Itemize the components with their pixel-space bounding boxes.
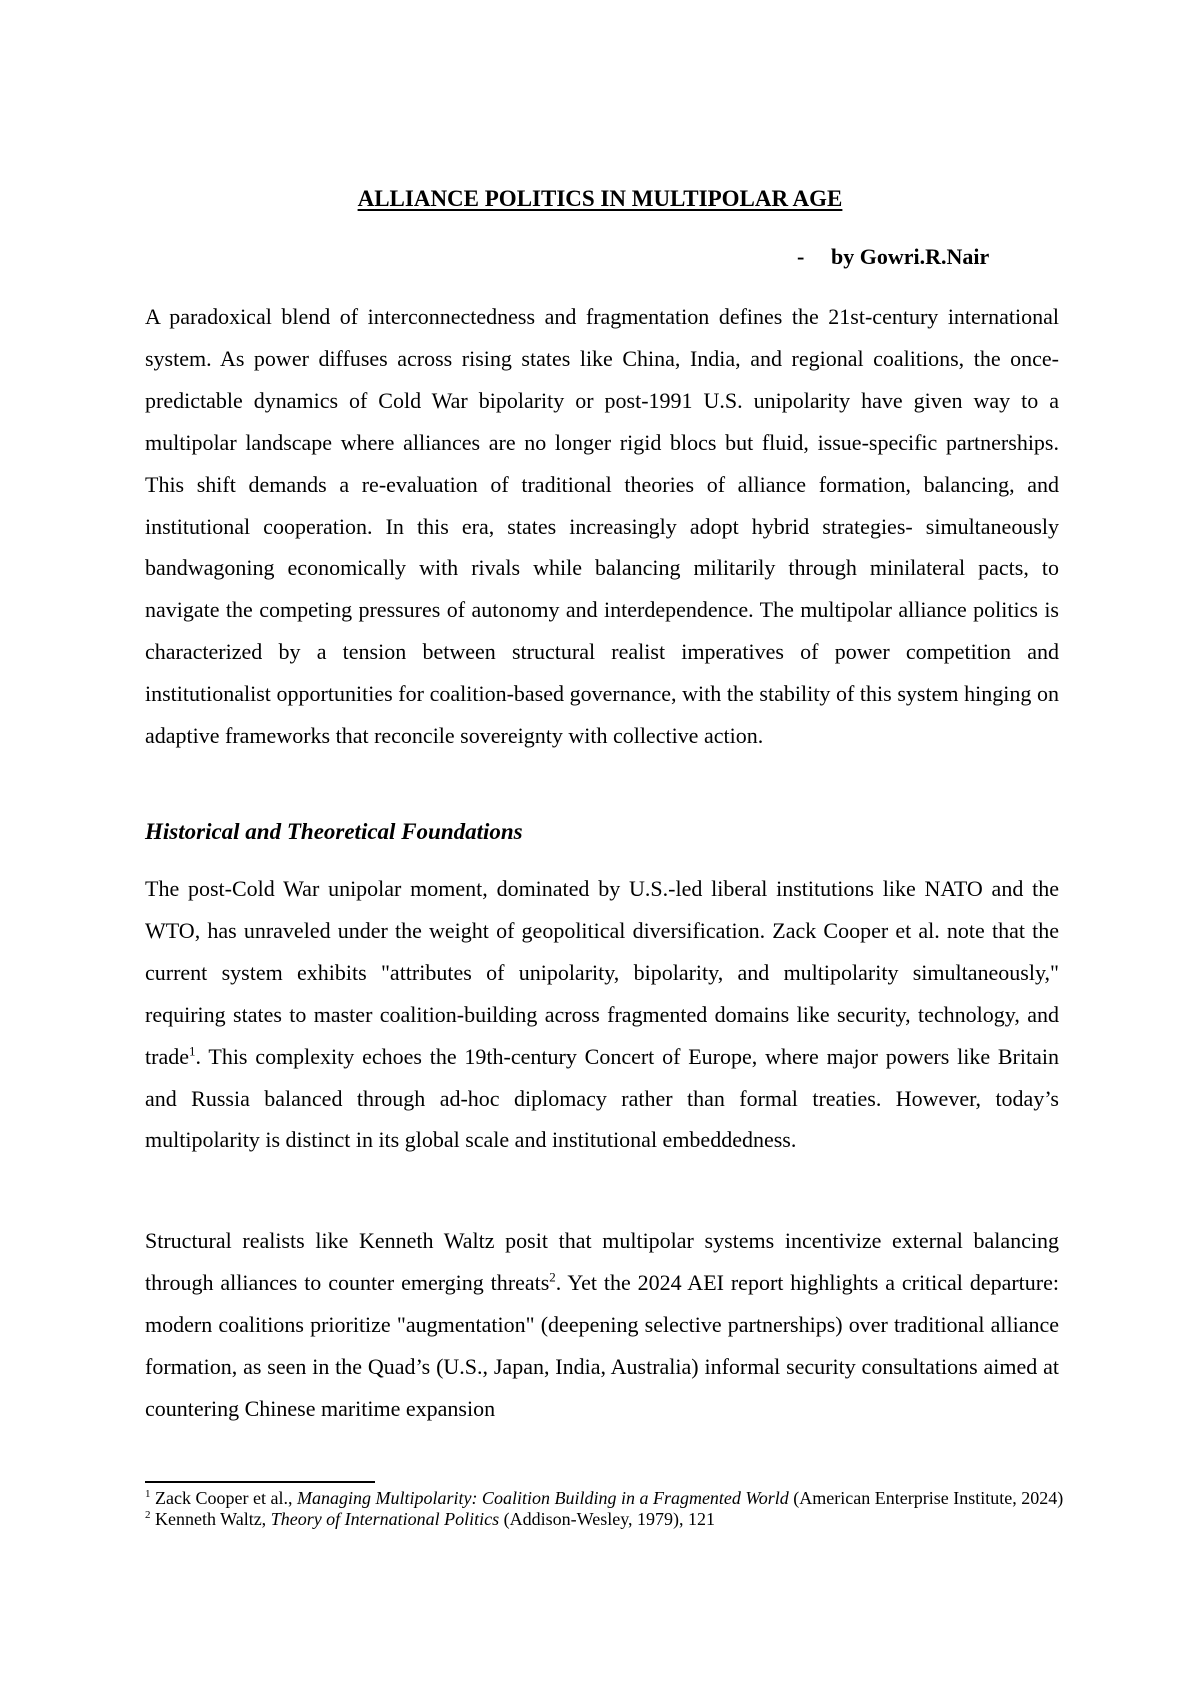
- footnote-2: [145, 1509, 1065, 1530]
- byline-author: by Gowri.R.Nair: [831, 244, 990, 269]
- section-paragraph-1-text-a: The post-Cold War unipolar moment, dominated by U.S.-led liberal institutions like NATO and the WTO, has unraveled under the weight of geopolitical diversification. Zack Cooper et al. note that the current system exhibits "attributes of unipolarity, bipolarity, and multipolarity simultaneously," requiring states to master coalition-building across fragmented domains like security, technology, and trade: [145, 876, 1059, 1069]
- document-title: ALLIANCE POLITICS IN MULTIPOLAR AGE: [357, 186, 843, 211]
- footnote-work: Theory of International Politics: [270, 1509, 500, 1529]
- footnotes: [145, 1488, 1065, 1530]
- section-paragraph-2-text-a: Structural realists like Kenneth Waltz posit that multipolar systems incentivize external balancing through alliances to counter emerging threats: [145, 1228, 1059, 1295]
- section-heading: Historical and Theoretical Foundations: [145, 819, 523, 844]
- section-paragraph-1-text-b: . This complexity echoes the 19th-century Concert of Europe, where major powers like Britain and Russia balanced through ad-hoc diplomacy rather than formal treaties. However, today’s multipolarity is distinct in its global scale and institutional embeddedness.: [145, 1043, 1059, 1153]
- footnote-number: 1: [145, 1488, 151, 1500]
- section-paragraph-2-text-b: . Yet the 2024 AEI report highlights a critical departure: modern coalitions prioritize "augmentation" (deepening selective partnerships) over traditional alliance formation, as seen in the Quad’s (U.S., Japan, India, Australia) informal security consultations aimed at countering Chinese maritime expansion: [145, 1269, 1059, 1421]
- footnote-details: (American Enterprise Institute, 2024): [788, 1488, 1064, 1508]
- footnote-divider: [145, 1481, 375, 1483]
- intro-paragraph: A paradoxical blend of interconnectedness and fragmentation defines the 21st-century international system. As power diffuses across rising states like China, India, and regional coalitions, the once-predictable dynamics of Cold War bipolarity or post-1991 U.S. unipolarity have given way to a multipolar landscape where alliances are no longer rigid blocs but fluid, issue-specific partnerships. This shift demands a re-evaluation of traditional theories of alliance formation, balancing, and institutional cooperation. In this era, states increasingly adopt hybrid strategies- simultaneously bandwagoning economically with rivals while balancing militarily through minilateral pacts, to navigate the competing pressures of autonomy and interdependence. The multipolar alliance politics is characterized by a tension between structural realist imperatives of power competition and institutionalist opportunities for coalition-based governance, with the stability of this system hinging on adaptive frameworks that reconcile sovereignty with collective action.: [145, 304, 1059, 749]
- footnote-number: 2: [145, 1509, 151, 1521]
- footnote-details: (Addison-Wesley, 1979), 121: [499, 1509, 716, 1529]
- author-byline: [797, 244, 989, 270]
- section-paragraph-1: [145, 868, 1059, 1161]
- footnote-author: Kenneth Waltz,: [155, 1509, 271, 1529]
- footnote-work: Managing Multipolarity: Coalition Building in a Fragmented World: [296, 1488, 789, 1508]
- footnote-ref-1: 1: [188, 1043, 196, 1059]
- byline-dash: -: [797, 244, 805, 269]
- footnote-1: [145, 1488, 1065, 1509]
- footnote-author: Zack Cooper et al.,: [155, 1488, 297, 1508]
- section-paragraph-2: [145, 1220, 1059, 1430]
- footnote-ref-2: 2: [549, 1269, 556, 1285]
